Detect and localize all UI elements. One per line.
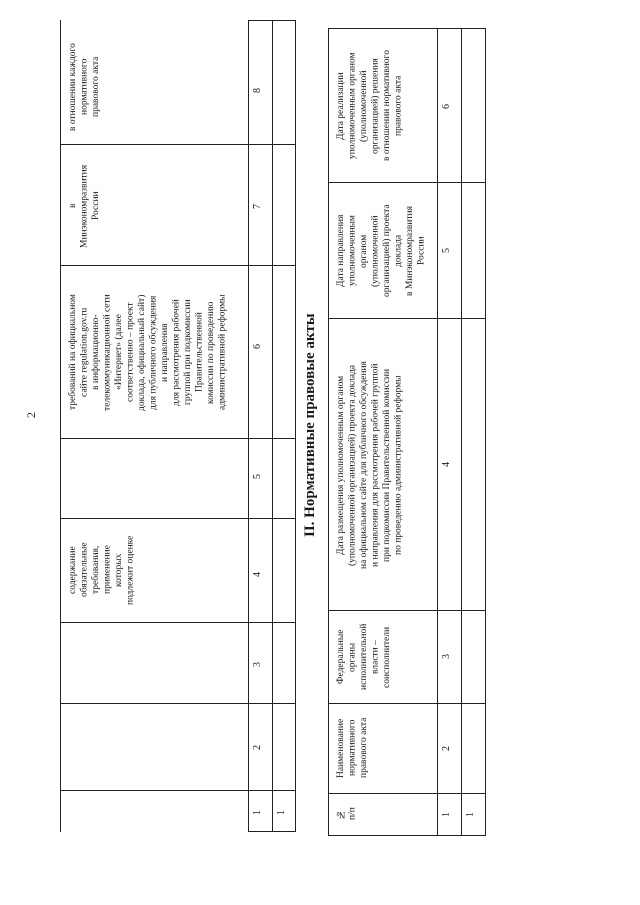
table1-rownum-1: 1 [276, 810, 287, 816]
table2-colnum-3: 3 [441, 654, 452, 660]
table2-header-col3: Федеральные органы исполнительной власти – соисполнители [336, 623, 392, 691]
table1-colnum-8: 8 [252, 88, 263, 94]
table2-colnum-5: 5 [441, 248, 452, 254]
table2-header-col4: Дата размещения уполномоченным органом (уполномоченной организацией) проекта доклада на официальном сайте для публичного обсуждения и направления для рассмотрения рабочей группой при подкомиссии Правительственной комиссии по проведению административной реформы [336, 361, 404, 569]
table2-colnum-2: 2 [441, 746, 452, 752]
table2-colnum-4: 4 [441, 462, 452, 468]
page-number: 2 [24, 412, 38, 418]
table2-header-col6: Дата реализации уполномоченным органом (уполномоченной организацией) решения в отношении нормативного правового акта [336, 50, 404, 162]
section-title: II. Нормативные правовые акты [302, 313, 318, 537]
table1-cell-col8: в отношении каждого нормативного правового акта [68, 43, 101, 131]
table1-cell-col7: в Минэкономразвития России [68, 164, 101, 248]
table1-colnum-3: 3 [252, 662, 263, 668]
table2-colnum-1: 1 [441, 812, 452, 818]
table2-header-col5: Дата направления уполномоченным органом (уполномоченной организацией) проекта доклада в Минэкономразвития России [336, 204, 427, 298]
table1-cell-col6: требований на официальном сайте regulation.gov.ru в информационно- телекоммуникационной сети «Интернет» (далее соответственно – проект доклада, официальный сайт) для публичного обсуждения и направления для рассмотрения рабочей группой при подкомиссии Правительственной комиссии по проведению административной реформы [68, 294, 228, 411]
table2-header-col1: № п/п [336, 807, 358, 821]
table1-colnum-2: 2 [252, 745, 263, 751]
table1-colnum-7: 7 [252, 204, 263, 210]
table2-colnum-6: 6 [441, 104, 452, 110]
table1-colnum-1: 1 [252, 810, 263, 816]
table2-header-col2: Наименование нормативного правового акта [336, 717, 369, 779]
table1-cell-col4: содержание обязательные требования, применение которых подлежит оценке [68, 535, 136, 605]
table1-colnum-4: 4 [252, 572, 263, 578]
table1-colnum-6: 6 [252, 344, 263, 350]
table2-rownum-1: 1 [465, 812, 476, 818]
table1-colnum-5: 5 [252, 474, 263, 480]
